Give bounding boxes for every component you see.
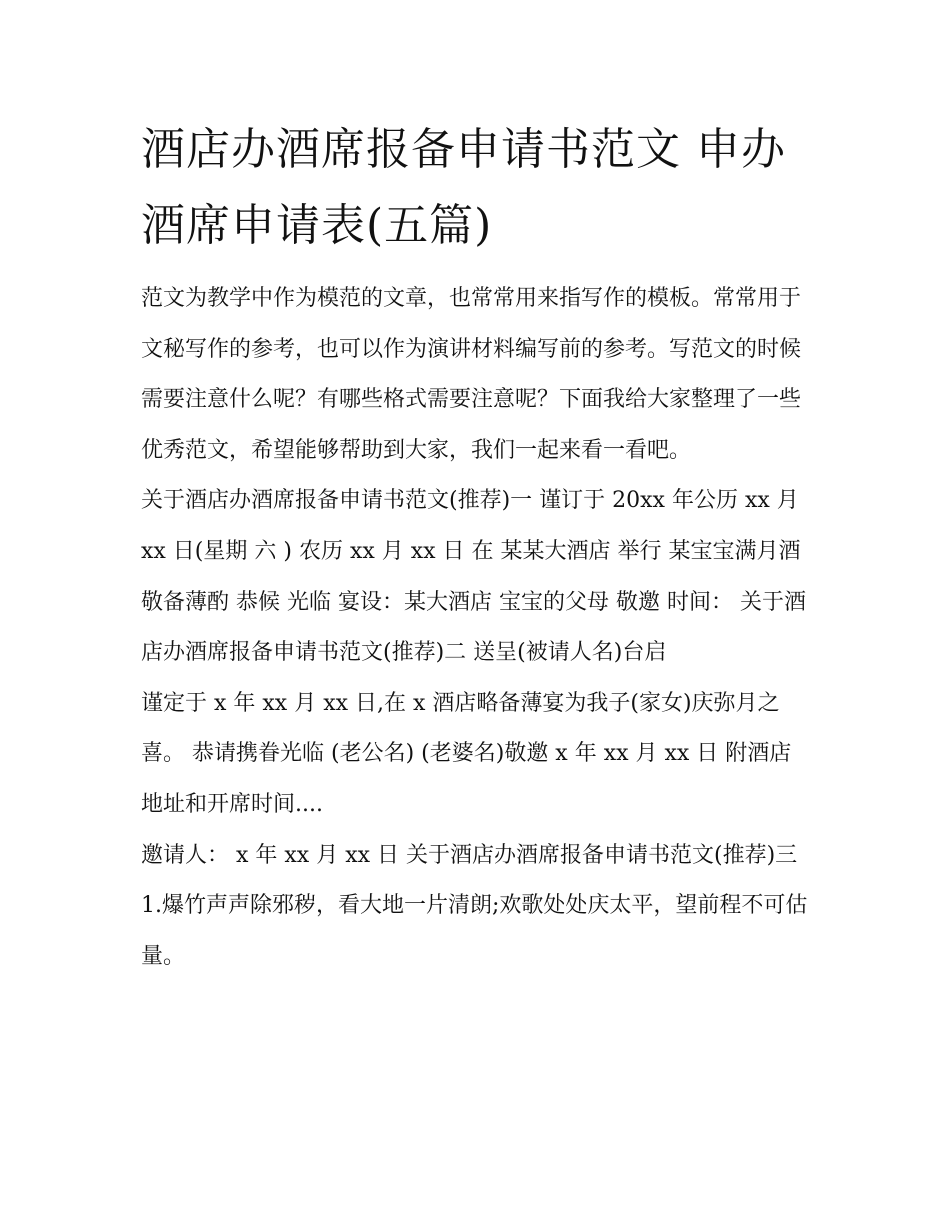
paragraph-3: 邀请人： x 年 xx 月 xx 日 关于酒店办酒席报备申请书范文(推荐)三 1.爆竹声声除邪秽，看大地一片清朗;欢歌处处庆太平，望前程不可估量。 — [141, 842, 808, 969]
paragraph-2: 谨定于 x 年 xx 月 xx 日,在 x 酒店略备薄宴为我子(家女)庆弥月之喜。 恭请携眷光临 (老公名) (老婆名)敬邀 x 年 xx 月 xx 日 附酒店地址和开席时间.... — [141, 690, 792, 817]
document-page — [141, 112, 813, 982]
paragraph-intro: 范文为教学中作为模范的文章，也常常用来指写作的模板。常常用于文秘写作的参考，也可以作为演讲材料编写前的参考。写范文的时候需要注意什么呢？有哪些格式需要注意呢？下面我给大家整理了一些优秀范文，希望能够帮助到大家，我们一起来看一看吧。 — [141, 286, 802, 463]
document-body — [141, 274, 813, 982]
paragraph-1: 关于酒店办酒席报备申请书范文(推荐)一 谨订于 20xx 年公历 xx 月 xx 日(星期 六 ) 农历 xx 月 xx 日 在 某某大酒店 举行 某宝宝满月酒 敬备薄酌 恭候 光临 宴设：某大酒店 宝宝的父母 敬邀 时间： 关于酒店办酒席报备申请书范文(推荐)二 送呈(被请人名)台启 — [141, 488, 806, 666]
document-title: 酒店办酒席报备申请书范文 申办酒席申请表(五篇) — [141, 124, 786, 251]
